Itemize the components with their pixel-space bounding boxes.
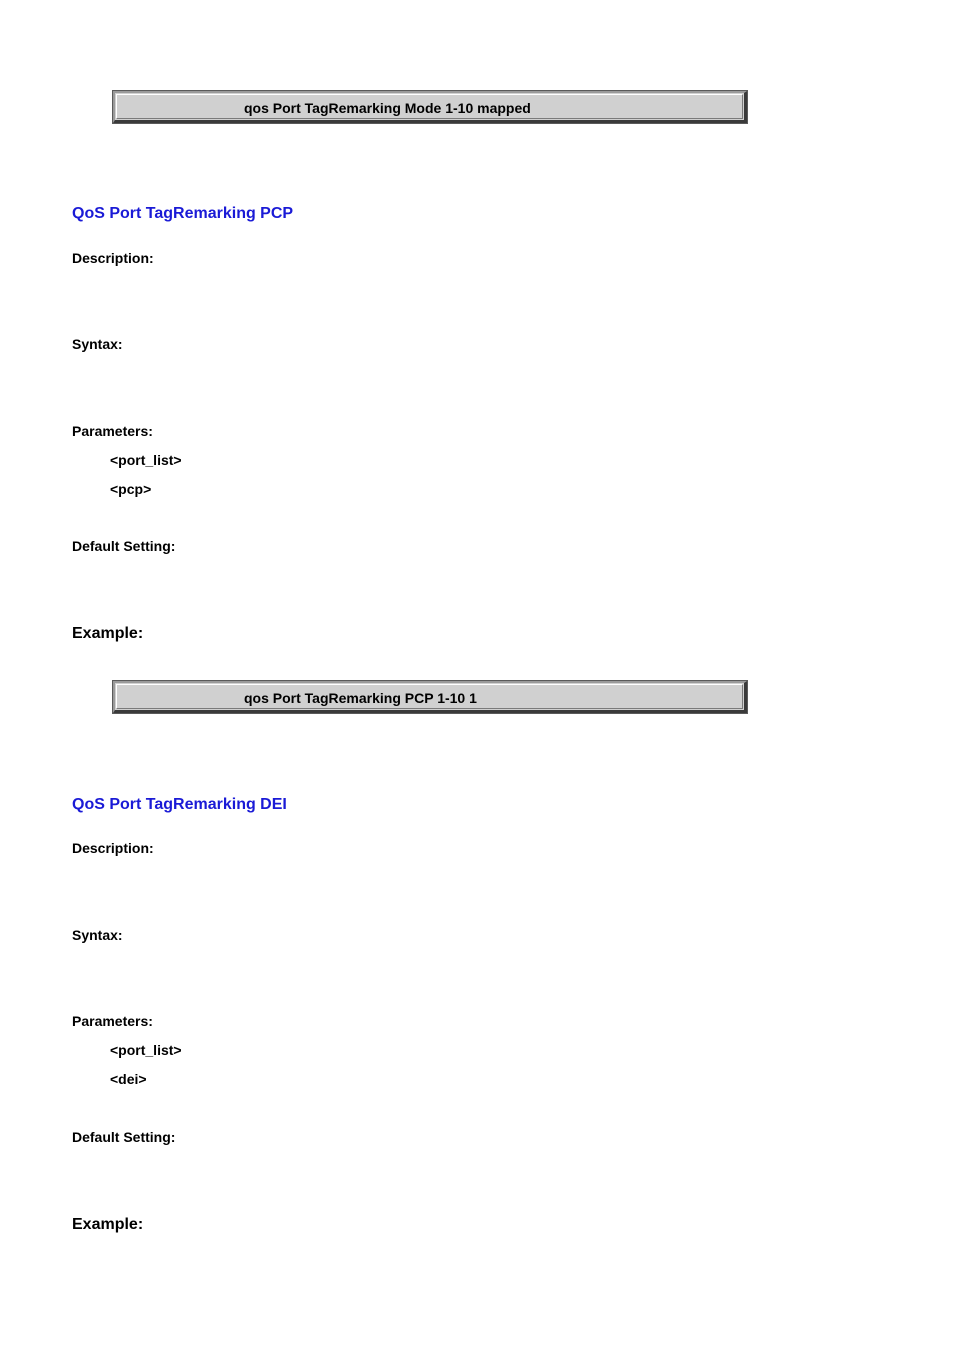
example-label-dei: Example: (72, 1216, 144, 1233)
default-setting-label-pcp: Default Setting: (72, 538, 176, 554)
syntax-label-pcp: Syntax: (72, 336, 123, 352)
section-title-pcp: QoS Port TagRemarking PCP (72, 205, 294, 222)
example-command-box-mode (113, 91, 747, 123)
parameter-dei: <dei> (110, 1071, 147, 1087)
parameters-label-pcp: Parameters: (72, 423, 153, 439)
syntax-label-dei: Syntax: (72, 927, 123, 943)
parameter-port-list-dei: <port_list> (110, 1042, 182, 1058)
example-command-text: qos Port TagRemarking PCP 1-10 1 (244, 690, 477, 706)
example-command-text: qos Port TagRemarking Mode 1-10 mapped (244, 100, 531, 116)
parameter-port-list-pcp: <port_list> (110, 452, 182, 468)
parameter-pcp: <pcp> (110, 481, 152, 497)
example-label-pcp: Example: (72, 625, 144, 642)
section-title-dei: QoS Port TagRemarking DEI (72, 796, 287, 813)
default-setting-label-dei: Default Setting: (72, 1129, 176, 1145)
example-command-box-pcp (113, 681, 747, 713)
parameters-label-dei: Parameters: (72, 1013, 153, 1029)
description-label-dei: Description: (72, 840, 154, 856)
description-label-pcp: Description: (72, 250, 154, 266)
